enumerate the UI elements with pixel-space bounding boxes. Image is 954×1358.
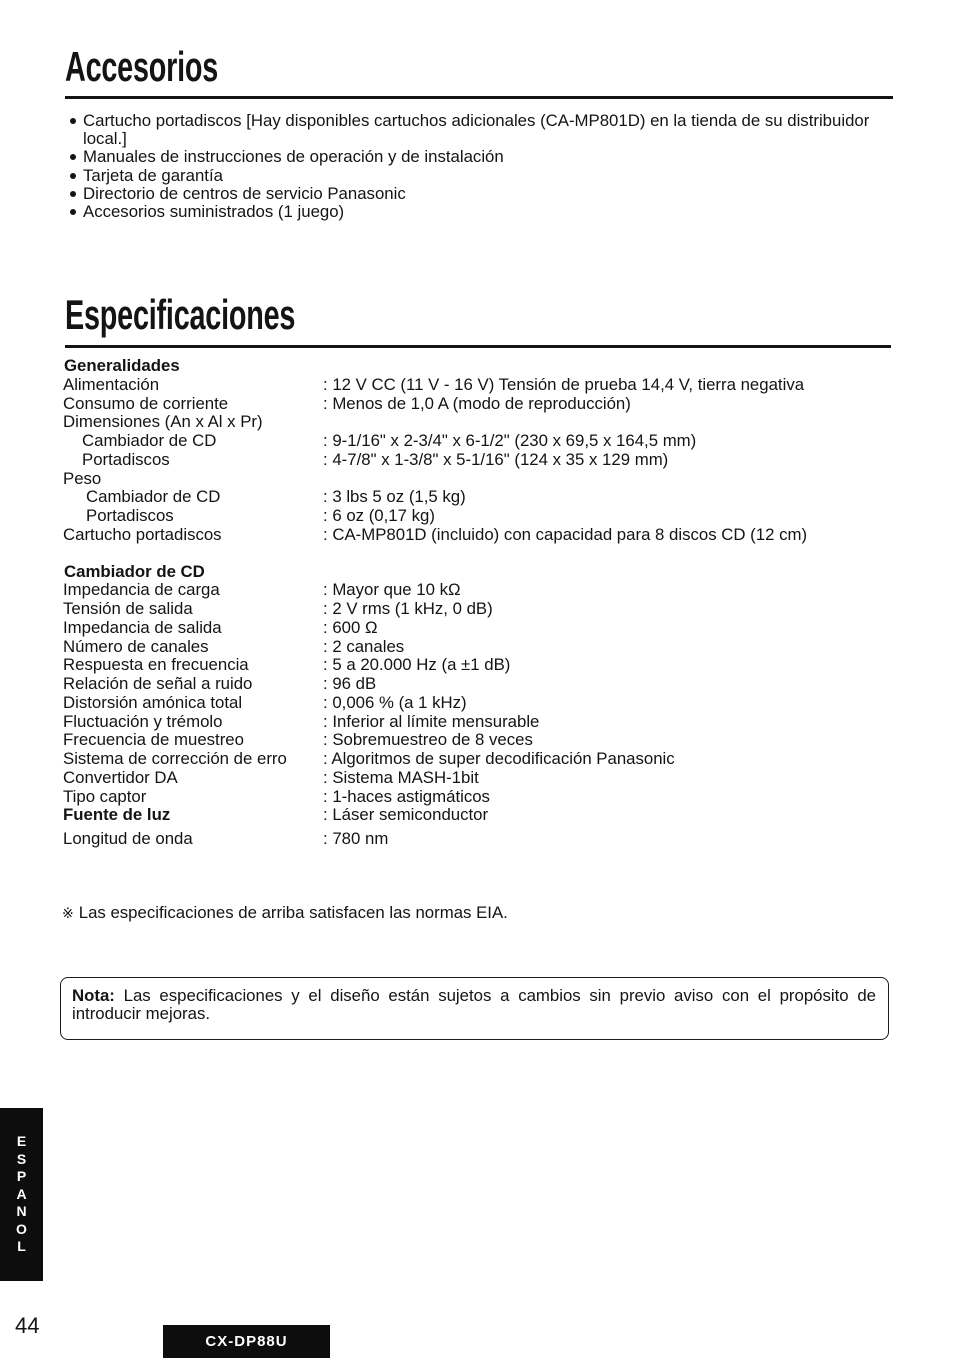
footnote-text: Las especificaciones de arriba satisfacen las normas EIA. (78, 903, 508, 922)
spec-row (63, 413, 863, 432)
spec-row (63, 788, 863, 807)
bullet-icon (70, 209, 76, 215)
list-item-text: Tarjeta de garantía (83, 165, 223, 185)
especificaciones-title: Especificaciones (65, 291, 296, 338)
footnote (62, 904, 508, 924)
list-item (70, 148, 897, 166)
spec-value: : 600 Ω (323, 617, 378, 637)
spec-label: Fuente de luz (63, 805, 171, 825)
spec-label: Cambiador de CD (82, 431, 217, 450)
spec-value: : 780 nm (323, 829, 389, 848)
spec-group-heading: Cambiador de CD (64, 561, 205, 581)
spec-label: Respuesta en frecuencia (63, 655, 249, 675)
spec-label: Alimentación (63, 374, 160, 394)
side-tab-letter: N (16, 1203, 27, 1219)
spec-label: Frecuencia de muestreo (63, 730, 244, 750)
spec-group-cambiador (63, 563, 863, 849)
spec-label: Convertidor DA (63, 767, 178, 787)
spec-value-empty (323, 470, 863, 489)
list-item-text: Directorio de centros de servicio Panasonic (83, 183, 406, 203)
spec-row (63, 713, 863, 732)
spec-label: Cambiador de CD (86, 487, 221, 507)
spec-value: : 2 V rms (1 kHz, 0 dB) (323, 599, 493, 618)
spec-value: : 1-haces astigmáticos (323, 786, 490, 806)
spec-row (63, 395, 863, 414)
spec-value: : 6 oz (0,17 kg) (323, 506, 435, 525)
language-side-tab (0, 1108, 43, 1281)
spec-row (63, 488, 863, 507)
spec-label: Longitud de onda (63, 829, 193, 848)
side-tab-letter: P (16, 1168, 27, 1184)
spec-label: Portadiscos (86, 506, 174, 525)
spec-label: Tipo captor (63, 786, 147, 806)
spec-label: Consumo de corriente (63, 393, 229, 413)
page-number: 44 (15, 1313, 40, 1338)
spec-label: Peso (63, 468, 102, 488)
specifications-table (63, 357, 863, 849)
spec-label: Distorsión amónica total (63, 692, 243, 712)
spec-label: Impedancia de carga (63, 580, 220, 600)
spec-row (63, 675, 863, 694)
bullet-icon (70, 118, 76, 124)
spec-row (63, 470, 863, 489)
note-box (60, 977, 889, 1040)
spec-row (63, 694, 863, 713)
spec-value: : 3 lbs 5 oz (1,5 kg) (323, 487, 466, 507)
bullet-icon (70, 154, 76, 160)
model-label: CX-DP88U (163, 1325, 330, 1358)
list-item (70, 203, 897, 221)
spec-group-heading: Generalidades (64, 356, 180, 375)
spec-label: Portadiscos (82, 449, 170, 469)
spec-value-empty (323, 413, 863, 432)
spec-label: Impedancia de salida (63, 617, 222, 637)
accesorios-title: Accesorios (65, 43, 219, 90)
spec-row (63, 656, 863, 675)
spec-value: : 96 dB (323, 674, 377, 693)
spec-row (63, 581, 863, 600)
spec-label: Sistema de corrección de erro (63, 749, 287, 768)
spec-row (63, 769, 863, 788)
spec-group-generalidades (63, 357, 863, 545)
list-item (70, 112, 897, 148)
spec-label: Relación de señal a ruido (63, 674, 253, 693)
side-tab-letter: O (16, 1220, 27, 1237)
spec-row (63, 806, 863, 825)
spec-row (63, 526, 863, 545)
spec-value: : 2 canales (323, 636, 405, 656)
side-tab-letter: E (16, 1133, 27, 1149)
spec-label: Fluctuación y trémolo (63, 711, 223, 731)
side-tab-letter: A (16, 1185, 27, 1202)
reference-mark-icon: ※ (62, 906, 74, 922)
spec-value: : 0,006 % (a 1 kHz) (323, 692, 467, 712)
list-item (70, 167, 897, 185)
spec-row (63, 731, 863, 750)
spec-value: : Mayor que 10 kΩ (323, 580, 461, 600)
spec-row (63, 619, 863, 638)
note-text: Las especificaciones y el diseño están sujetos a cambios sin previo aviso con el propósito de introducir mejoras. (72, 986, 877, 1024)
spec-value: : Menos de 1,0 A (modo de reproducción) (323, 393, 631, 413)
spec-value: : Algoritmos de super decodificación Panasonic (323, 749, 675, 768)
note-label: Nota: (72, 986, 115, 1005)
side-tab-letter: L (17, 1238, 26, 1254)
spec-label: Número de canales (63, 636, 209, 656)
section-divider (65, 345, 891, 348)
spec-label: Tensión de salida (63, 599, 193, 618)
accessories-list (70, 112, 897, 221)
spec-label: Dimensiones (An x Al x Pr) (63, 412, 263, 432)
list-item-text: Accesorios suministrados (1 juego) (83, 202, 345, 222)
section-divider (65, 96, 893, 99)
spec-value: : 12 V CC (11 V - 16 V) Tensión de prueba 14,4 V, tierra negativa (323, 374, 805, 394)
spec-label: Cartucho portadiscos (63, 524, 222, 544)
spec-value: : 5 a 20.000 Hz (a ±1 dB) (323, 655, 511, 675)
list-item-text: Cartucho portadiscos [Hay disponibles cartuchos adicionales (CA-MP801D) en la tienda de su distribuidor local.] (83, 111, 870, 149)
spec-row (63, 432, 863, 451)
spec-value: : Sobremuestreo de 8 veces (323, 730, 533, 750)
side-tab-letter: S (16, 1150, 27, 1167)
spec-row (63, 638, 863, 657)
spec-value: : 4-7/8" x 1-3/8" x 5-1/16" (124 x 35 x 129 mm) (323, 449, 669, 469)
spec-row (63, 451, 863, 470)
spec-row (63, 830, 863, 849)
spec-row (63, 376, 863, 395)
spec-value: : 9-1/16" x 2-3/4" x 6-1/2" (230 x 69,5 x 164,5 mm) (323, 431, 697, 450)
bullet-icon (70, 191, 76, 197)
bullet-icon (70, 173, 76, 179)
spec-row (63, 507, 863, 526)
list-item-text: Manuales de instrucciones de operación y de instalación (83, 147, 504, 167)
spec-value: : Inferior al límite mensurable (323, 711, 540, 731)
spec-value: : Láser semiconductor (323, 805, 489, 825)
spec-row (63, 600, 863, 619)
spec-value: : Sistema MASH-1bit (323, 767, 479, 787)
spec-row (63, 750, 863, 769)
list-item (70, 185, 897, 203)
spec-value: : CA-MP801D (incluido) con capacidad para 8 discos CD (12 cm) (323, 524, 808, 544)
